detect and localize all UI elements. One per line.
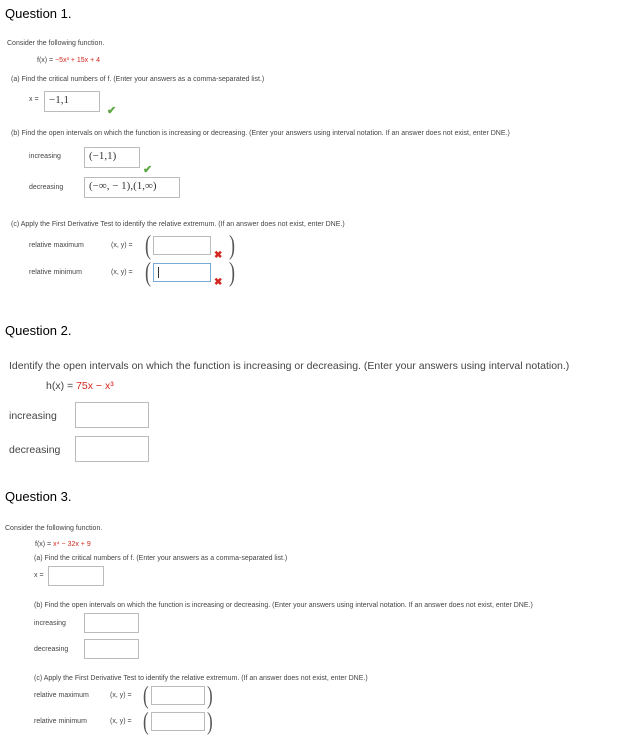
q3-decreasing-input[interactable] (84, 639, 139, 659)
q3-relative-maximum-input[interactable] (151, 686, 205, 705)
text-cursor (158, 267, 159, 278)
q3-min-xy-label: (x, y) = (110, 718, 132, 725)
q3-function-prefix: f(x) = (35, 541, 54, 548)
right-paren: ) (207, 707, 213, 736)
q2-decreasing-label: decreasing (9, 444, 61, 456)
question-1-title: Question 1. (5, 6, 72, 21)
cross-icon: ✖ (214, 250, 223, 261)
q1-relative-minimum-input[interactable] (153, 263, 211, 282)
q1-decreasing-label: decreasing (29, 184, 64, 191)
q3-relative-maximum-label: relative maximum (34, 692, 89, 699)
q3-function-expression: x⁴ − 32x + 9 (53, 541, 91, 548)
right-paren: ) (207, 681, 213, 710)
q3-part-c: (c) Apply the First Derivative Test to identify the relative extremum. (If an answer does not exist, enter DNE.) (34, 675, 368, 682)
q2-function (46, 380, 114, 392)
q3-max-xy-label: (x, y) = (110, 692, 132, 699)
q2-function-prefix: h(x) = (46, 380, 77, 392)
question-2-title: Question 2. (5, 323, 72, 338)
q1-part-b: (b) Find the open intervals on which the function is increasing or decreasing. (Enter your answers using interval notation. If an answer does not exist, enter DNE.) (11, 130, 510, 137)
q1-part-c: (c) Apply the First Derivative Test to identify the relative extremum. (If an answer does not exist, enter DNE.) (11, 221, 345, 228)
check-icon: ✔ (107, 105, 117, 117)
q3-relative-minimum-input[interactable] (151, 712, 205, 731)
left-paren: ( (143, 707, 149, 736)
q1-critical-numbers-input[interactable]: −1,1 (44, 91, 100, 112)
q1-part-a: (a) Find the critical numbers of f. (Enter your answers as a comma-separated list.) (11, 76, 265, 83)
q1-relative-maximum-label: relative maximum (29, 242, 84, 249)
q1-intro: Consider the following function. (7, 40, 105, 47)
q1-decreasing-input[interactable]: (−∞, − 1),(1,∞) (84, 177, 180, 198)
q2-increasing-input[interactable] (75, 402, 149, 428)
check-icon: ✔ (143, 164, 153, 176)
q3-increasing-label: increasing (34, 620, 66, 627)
q2-decreasing-input[interactable] (75, 436, 149, 462)
q1-function-expression: −5x³ + 15x + 4 (55, 57, 101, 64)
cross-icon: ✖ (214, 277, 223, 288)
q3-part-a: (a) Find the critical numbers of f. (Enter your answers as a comma-separated list.) (34, 555, 288, 562)
q3-x-label: x = (34, 572, 44, 579)
q1-min-xy-label: (x, y) = (111, 269, 133, 276)
q1-function-prefix: f(x) = (37, 57, 56, 64)
q3-relative-minimum-label: relative minimum (34, 718, 87, 725)
q3-increasing-input[interactable] (84, 613, 139, 633)
right-paren: ) (229, 257, 235, 287)
right-paren: ) (229, 230, 235, 260)
q3-decreasing-label: decreasing (34, 646, 69, 653)
q3-intro: Consider the following function. (5, 525, 103, 532)
q1-function (37, 57, 100, 64)
left-paren: ( (143, 681, 149, 710)
q1-relative-maximum-input[interactable] (153, 236, 211, 255)
q1-relative-minimum-label: relative minimum (29, 269, 82, 276)
left-paren: ( (145, 230, 151, 260)
q3-part-b: (b) Find the open intervals on which the function is increasing or decreasing. (Enter your answers using interval notation. If an answer does not exist, enter DNE.) (34, 602, 533, 609)
q3-function (35, 541, 91, 548)
left-paren: ( (145, 257, 151, 287)
q3-critical-numbers-input[interactable] (48, 566, 104, 586)
q1-x-label: x = (29, 96, 39, 103)
question-3-title: Question 3. (5, 489, 72, 504)
q1-increasing-label: increasing (29, 153, 61, 160)
q2-prompt: Identify the open intervals on which the function is increasing or decreasing. (Enter your answers using interval notation.) (9, 360, 570, 372)
q2-function-expression: 75x − x³ (76, 380, 114, 392)
q2-increasing-label: increasing (9, 410, 57, 422)
q1-increasing-input[interactable]: (−1,1) (84, 147, 140, 168)
q1-max-xy-label: (x, y) = (111, 242, 133, 249)
